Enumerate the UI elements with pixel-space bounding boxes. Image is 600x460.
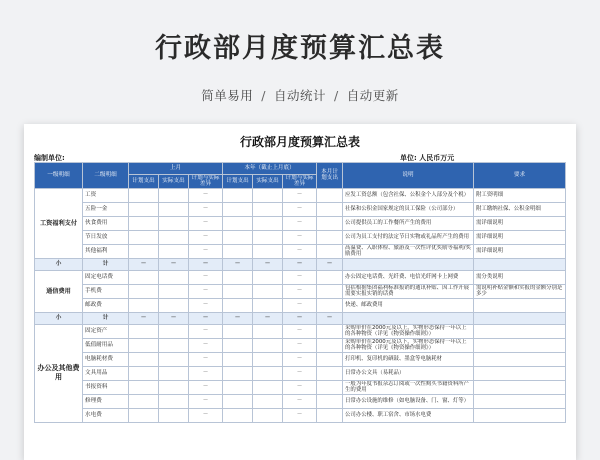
explain-cell: 办公固定电话费、光纤费、电信光纤网卡上网费	[343, 270, 474, 284]
amount-cell[interactable]: －	[189, 188, 223, 202]
require-cell	[474, 298, 566, 312]
require-cell: 附工资明细	[474, 188, 566, 202]
amount-cell[interactable]	[253, 230, 283, 244]
amount-cell[interactable]	[129, 338, 159, 352]
amount-cell[interactable]: －	[189, 216, 223, 230]
require-cell	[474, 338, 566, 352]
amount-cell[interactable]	[129, 216, 159, 230]
header-month-plan: 本月计划支出	[317, 163, 343, 189]
amount-cell[interactable]: －	[283, 324, 317, 338]
amount-cell[interactable]: －	[283, 270, 317, 284]
table-row	[35, 352, 566, 366]
explain-cell: 采购单价在2000元及以上，实物形态保持一年以上的各种物资（详见《物资操作细则》）	[343, 324, 474, 338]
explain-cell: 社保和公积金国家规定的员工保险（公司部分）	[343, 202, 474, 216]
subtitle-feature: 自动更新	[346, 88, 399, 103]
amount-cell[interactable]	[159, 408, 189, 422]
currency-label: 单位: 人民币万元	[400, 154, 455, 162]
item-name: 固定资产	[83, 324, 129, 338]
amount-cell[interactable]: －	[189, 394, 223, 408]
subtotal-cell: －	[283, 312, 317, 324]
amount-cell[interactable]	[253, 380, 283, 394]
amount-cell[interactable]: －	[283, 366, 317, 380]
subtotal-cell: －	[189, 312, 223, 324]
require-cell: 需说明补贴金额和实报的金额分别是多少	[474, 284, 566, 298]
subtitle-feature: 简单易用	[201, 88, 254, 103]
subtotal-label: 小	[35, 258, 83, 270]
amount-cell[interactable]	[129, 202, 159, 216]
subtotal-require	[474, 258, 566, 270]
explain-cell: 日常办公设施的维修（如电脑设备、门、窗、灯等）	[343, 394, 474, 408]
hero-title: 行政部月度预算汇总表	[155, 33, 445, 64]
amount-cell[interactable]	[253, 394, 283, 408]
amount-cell[interactable]	[317, 298, 343, 312]
group-name: 通信费用	[35, 270, 83, 312]
amount-cell[interactable]	[317, 230, 343, 244]
amount-cell[interactable]	[317, 188, 343, 202]
subtotal-label: 计	[83, 312, 129, 324]
subtotal-label: 小	[35, 312, 83, 324]
require-cell: 附工缴纳社保、公积金明细	[474, 202, 566, 216]
amount-cell[interactable]	[317, 324, 343, 338]
subtotal-row	[35, 258, 566, 270]
require-cell: 需详细说明	[474, 216, 566, 230]
amount-cell[interactable]: －	[189, 366, 223, 380]
amount-cell[interactable]	[223, 202, 253, 216]
amount-cell[interactable]	[159, 270, 189, 284]
subtotal-label: 计	[83, 258, 129, 270]
amount-cell[interactable]	[253, 298, 283, 312]
table-row	[35, 380, 566, 394]
subtotal-cell: －	[253, 258, 283, 270]
subtotal-cell: －	[317, 312, 343, 324]
amount-cell[interactable]	[223, 338, 253, 352]
amount-cell[interactable]	[129, 408, 159, 422]
amount-cell[interactable]	[253, 244, 283, 258]
table-row	[35, 284, 566, 298]
amount-cell[interactable]	[317, 394, 343, 408]
require-cell	[474, 366, 566, 380]
table-row	[35, 298, 566, 312]
amount-cell[interactable]	[317, 352, 343, 366]
table-row	[35, 366, 566, 380]
amount-cell[interactable]	[253, 284, 283, 298]
amount-cell[interactable]	[129, 188, 159, 202]
explain-cell: 公司办公楼、职工宿舍、市场水电费	[343, 408, 474, 422]
amount-cell[interactable]	[317, 270, 343, 284]
amount-cell[interactable]: －	[283, 216, 317, 230]
amount-cell[interactable]	[159, 380, 189, 394]
header-require: 要求	[474, 163, 566, 189]
header-level1: 一级明细	[35, 163, 83, 189]
explain-cell: 一般为年度书报杂志订阅或一次性购买书籍资料所产生的费用	[343, 380, 474, 394]
header-actual: 实际支出	[159, 175, 189, 189]
item-name: 书报资料	[83, 380, 129, 394]
amount-cell[interactable]	[159, 394, 189, 408]
explain-cell: 日常办公文具（易耗品）	[343, 366, 474, 380]
subtotal-cell: －	[223, 312, 253, 324]
subtotal-cell: －	[253, 312, 283, 324]
amount-cell[interactable]: －	[189, 230, 223, 244]
table-row	[35, 202, 566, 216]
item-name: 节日发放	[83, 230, 129, 244]
table-row	[35, 338, 566, 352]
subtotal-cell: －	[129, 258, 159, 270]
amount-cell[interactable]	[129, 270, 159, 284]
group-name: 工资福利支付	[35, 188, 83, 258]
explain-cell: 高温费、入职体检、旅游及一次性评优奖励等福利/奖励费用	[343, 244, 474, 258]
amount-cell[interactable]	[317, 216, 343, 230]
amount-cell[interactable]	[129, 244, 159, 258]
amount-cell[interactable]	[253, 338, 283, 352]
amount-cell[interactable]	[223, 298, 253, 312]
amount-cell[interactable]: －	[189, 338, 223, 352]
amount-cell[interactable]	[317, 284, 343, 298]
explain-cell: 包括根据集团福利标准报销的通讯补贴、因工作开展需要实报实销的话费	[343, 284, 474, 298]
amount-cell[interactable]	[159, 284, 189, 298]
table-row	[35, 394, 566, 408]
amount-cell[interactable]	[317, 366, 343, 380]
subtotal-cell: －	[159, 258, 189, 270]
amount-cell[interactable]	[223, 244, 253, 258]
unit-label: 编制单位:	[34, 154, 65, 162]
sheet-title: 行政部月度预算汇总表	[239, 135, 360, 149]
amount-cell[interactable]: －	[283, 408, 317, 422]
amount-cell[interactable]: －	[189, 324, 223, 338]
amount-cell[interactable]: －	[189, 202, 223, 216]
amount-cell[interactable]	[253, 366, 283, 380]
require-cell: 需分类说明	[474, 270, 566, 284]
amount-cell[interactable]: －	[283, 338, 317, 352]
amount-cell[interactable]: －	[189, 284, 223, 298]
header-plan: 计划支出	[223, 175, 253, 189]
header-actual: 实际支出	[253, 175, 283, 189]
require-cell	[474, 324, 566, 338]
amount-cell[interactable]	[129, 298, 159, 312]
amount-cell[interactable]	[253, 352, 283, 366]
table-row	[35, 230, 566, 244]
amount-cell[interactable]	[223, 394, 253, 408]
table-row	[35, 270, 566, 284]
amount-cell[interactable]	[159, 324, 189, 338]
amount-cell[interactable]: －	[189, 244, 223, 258]
amount-cell[interactable]: －	[283, 202, 317, 216]
amount-cell[interactable]: －	[283, 230, 317, 244]
item-name: 伙食费用	[83, 216, 129, 230]
amount-cell[interactable]	[253, 324, 283, 338]
header-year-to-date: 本年（截止上月底）	[223, 163, 317, 175]
require-cell: 需详细说明	[474, 230, 566, 244]
header-explain: 说明	[343, 163, 474, 189]
amount-cell[interactable]	[129, 284, 159, 298]
amount-cell[interactable]	[253, 216, 283, 230]
amount-cell[interactable]	[223, 352, 253, 366]
amount-cell[interactable]	[159, 338, 189, 352]
subtitle-feature: 自动统计	[273, 88, 326, 103]
amount-cell[interactable]	[223, 188, 253, 202]
amount-cell[interactable]	[159, 202, 189, 216]
item-name: 手机费	[83, 284, 129, 298]
table-row	[35, 244, 566, 258]
header-diff: 计划与实际差异	[283, 175, 317, 189]
amount-cell[interactable]: －	[283, 244, 317, 258]
amount-cell[interactable]	[129, 394, 159, 408]
amount-cell[interactable]	[223, 270, 253, 284]
header-last-month: 上月	[129, 163, 223, 175]
item-name: 低值耐用品	[83, 338, 129, 352]
amount-cell[interactable]	[129, 352, 159, 366]
table-row	[35, 324, 566, 338]
subtotal-cell: －	[129, 312, 159, 324]
require-cell: 需详细说明	[474, 244, 566, 258]
subtotal-cell: －	[223, 258, 253, 270]
table-body	[35, 188, 566, 422]
subtitle-separator: /	[334, 88, 339, 103]
amount-cell[interactable]	[159, 298, 189, 312]
header-diff: 计划与实际差异	[189, 175, 223, 189]
amount-cell[interactable]	[223, 216, 253, 230]
amount-cell[interactable]	[317, 408, 343, 422]
table-row	[35, 408, 566, 422]
amount-cell[interactable]: －	[283, 352, 317, 366]
subtotal-cell: －	[317, 258, 343, 270]
amount-cell[interactable]	[223, 380, 253, 394]
amount-cell[interactable]: －	[283, 394, 317, 408]
subtotal-require	[474, 312, 566, 324]
amount-cell[interactable]: －	[283, 188, 317, 202]
amount-cell[interactable]	[253, 202, 283, 216]
item-name: 五险一金	[83, 202, 129, 216]
require-cell	[474, 380, 566, 394]
amount-cell[interactable]	[223, 324, 253, 338]
item-name: 工资	[83, 188, 129, 202]
item-name: 邮政费	[83, 298, 129, 312]
budget-table	[34, 162, 566, 423]
item-name: 电脑耗材费	[83, 352, 129, 366]
group-name: 办公及其他费用	[35, 324, 83, 422]
explain-cell: 公司提供员工的工作餐所产生的费用	[343, 216, 474, 230]
amount-cell[interactable]	[223, 284, 253, 298]
hero-subtitle	[0, 86, 600, 104]
subtotal-cell: －	[283, 258, 317, 270]
amount-cell[interactable]	[317, 338, 343, 352]
explain-cell: 打印机、复印机的硒鼓、墨盒等电脑耗材	[343, 352, 474, 366]
amount-cell[interactable]	[317, 244, 343, 258]
require-cell	[474, 394, 566, 408]
amount-cell[interactable]	[317, 202, 343, 216]
table-row	[35, 216, 566, 230]
amount-cell[interactable]	[159, 188, 189, 202]
amount-cell[interactable]: －	[283, 284, 317, 298]
subtotal-explain	[343, 258, 474, 270]
amount-cell[interactable]	[129, 366, 159, 380]
item-name: 文具用品	[83, 366, 129, 380]
amount-cell[interactable]: －	[283, 298, 317, 312]
amount-cell[interactable]	[223, 408, 253, 422]
amount-cell[interactable]	[317, 380, 343, 394]
amount-cell[interactable]	[223, 366, 253, 380]
amount-cell[interactable]	[129, 324, 159, 338]
amount-cell[interactable]: －	[283, 380, 317, 394]
header-level2: 二级明细	[83, 163, 129, 189]
amount-cell[interactable]: －	[189, 352, 223, 366]
amount-cell[interactable]	[253, 408, 283, 422]
amount-cell[interactable]	[223, 230, 253, 244]
require-cell	[474, 352, 566, 366]
amount-cell[interactable]: －	[189, 380, 223, 394]
item-name: 修理费	[83, 394, 129, 408]
spreadsheet-preview	[24, 124, 576, 460]
amount-cell[interactable]	[159, 244, 189, 258]
amount-cell[interactable]	[159, 366, 189, 380]
explain-cell: 快递、邮政费用	[343, 298, 474, 312]
amount-cell[interactable]: －	[189, 408, 223, 422]
amount-cell[interactable]	[129, 230, 159, 244]
subtitle-separator: /	[261, 88, 266, 103]
amount-cell[interactable]	[159, 230, 189, 244]
explain-cell: 采购单价在2000元及以下，实物形态保持一年以上的各种物资（详见《物资操作细则》）	[343, 338, 474, 352]
item-name: 其他福利	[83, 244, 129, 258]
require-cell	[474, 408, 566, 422]
explain-cell: 公司为员工支付的法定节日实物或礼品所产生的费用	[343, 230, 474, 244]
amount-cell[interactable]	[159, 216, 189, 230]
amount-cell[interactable]	[253, 188, 283, 202]
amount-cell[interactable]: －	[189, 270, 223, 284]
amount-cell[interactable]: －	[189, 298, 223, 312]
item-name: 水电费	[83, 408, 129, 422]
amount-cell[interactable]	[253, 270, 283, 284]
subtotal-row	[35, 312, 566, 324]
amount-cell[interactable]	[129, 380, 159, 394]
item-name: 固定电话费	[83, 270, 129, 284]
subtotal-cell: －	[189, 258, 223, 270]
subtotal-explain	[343, 312, 474, 324]
header-plan: 计划支出	[129, 175, 159, 189]
table-row	[35, 188, 566, 202]
amount-cell[interactable]	[159, 352, 189, 366]
explain-cell: 应发工资总额（包含社保、公积金个人部分及个税）	[343, 188, 474, 202]
subtotal-cell: －	[159, 312, 189, 324]
